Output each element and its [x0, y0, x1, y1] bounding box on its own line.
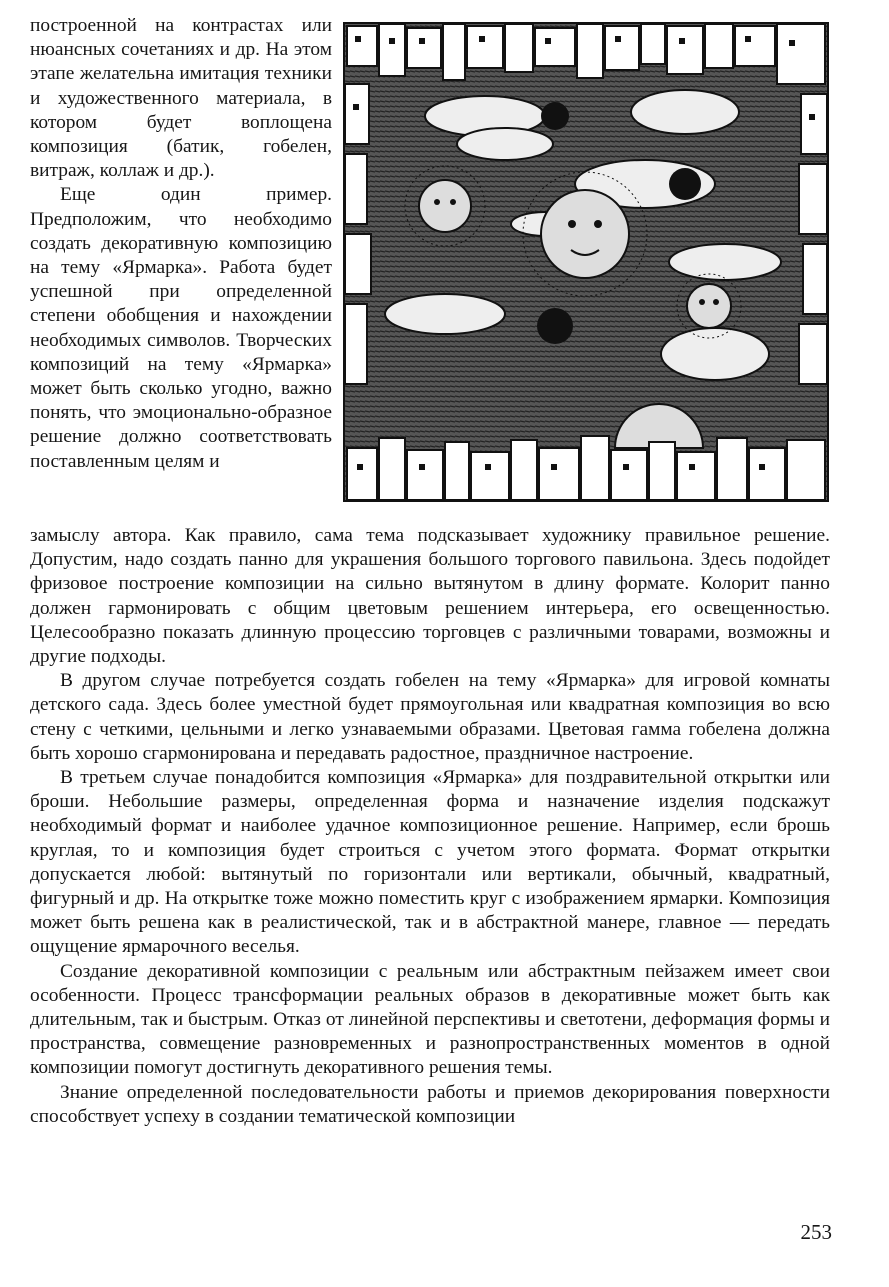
narrow-text-column [30, 14, 332, 474]
paragraph-2-start: Еще один пример. Предположим, что необходимо создать декоративную композицию на тему «Ярмарка». Работа будет успешной при определенной степени обобщения и нахождении необходимых символов. Творческих композиций на тему «Ярмарка» может быть сколько угодно, важно понять, что эмоционально-образное решение должно соответствовать поставленным целям и [30, 184, 332, 472]
fair-illustration [343, 22, 829, 502]
paragraph-2-continued: замыслу автора. Как правило, сама тема подсказывает художнику правильное решение. Допустим, надо создать панно для украшения большого торгового павильона. Здесь подойдет фризовое построение композиции на сильно вытянутом в длину формате. Колорит панно должен гармонировать с общим цветовым решением интерьера, его освещенностью. Целесообразно показать длинную процессию торговцев с различными товарами, возможны и другие подходы. [30, 525, 830, 668]
paragraph-4: В третьем случае понадобится композиция «Ярмарка» для поздравительной открытки или броши. Небольшие размеры, определенная форма и назначение изделия подскажут необходимый формат и наиболее удачное композиционное решение. Например, если брошь круглая, то и композиция будет строиться с учетом этого формата. Формат открытки допускается любой: вытянутый по горизонтали или вертикали, обычный, квадратный, фигурный и др. На открытке тоже можно поместить круг с изображением ярмарки. Композиция может быть решена как в реалистической, так и в абстрактной манере, главное — передать ощущение ярмарочного веселья. [30, 767, 830, 958]
illustration-svg [345, 24, 827, 500]
main-text-block [30, 524, 830, 1129]
sun-right [677, 274, 741, 338]
paragraph-6: Знание определенной последовательности работы и приемов декорирования поверхности способствует успеху в создании тематической композиции [30, 1081, 830, 1127]
paragraph-5: Создание декоративной композиции с реальным или абстрактным пейзажем имеет свои особенности. Процесс трансформации реальных образов в декоративные может быть как длительным, так и быстрым. Отказ от линейной перспективы и светотени, деформация формы и пространства, совмещение разновременных и разнопространственных моментов в одной композиции помогут достигнуть декоративного решения темы. [30, 960, 830, 1079]
page-number: 253 [800, 1220, 832, 1244]
paragraph-3: В другом случае потребуется создать гобелен на тему «Ярмарка» для игровой комнаты детского сада. Здесь более уместной будет прямоугольная или квадратная композиция во всю стену с четкими, цельными и легко узнаваемыми образами. Цветовая гамма гобелена должна быть хорошо сгармонирована и передавать радостное, праздничное настроение. [30, 670, 830, 764]
paragraph-1: построенной на контрастах или нюансных сочетаниях и др. На этом этапе желательна имитация техники и художественного материала, в котором будет воплощена композиция (батик, гобелен, витраж, коллаж и др.). [30, 15, 332, 182]
left-houses [345, 84, 371, 384]
